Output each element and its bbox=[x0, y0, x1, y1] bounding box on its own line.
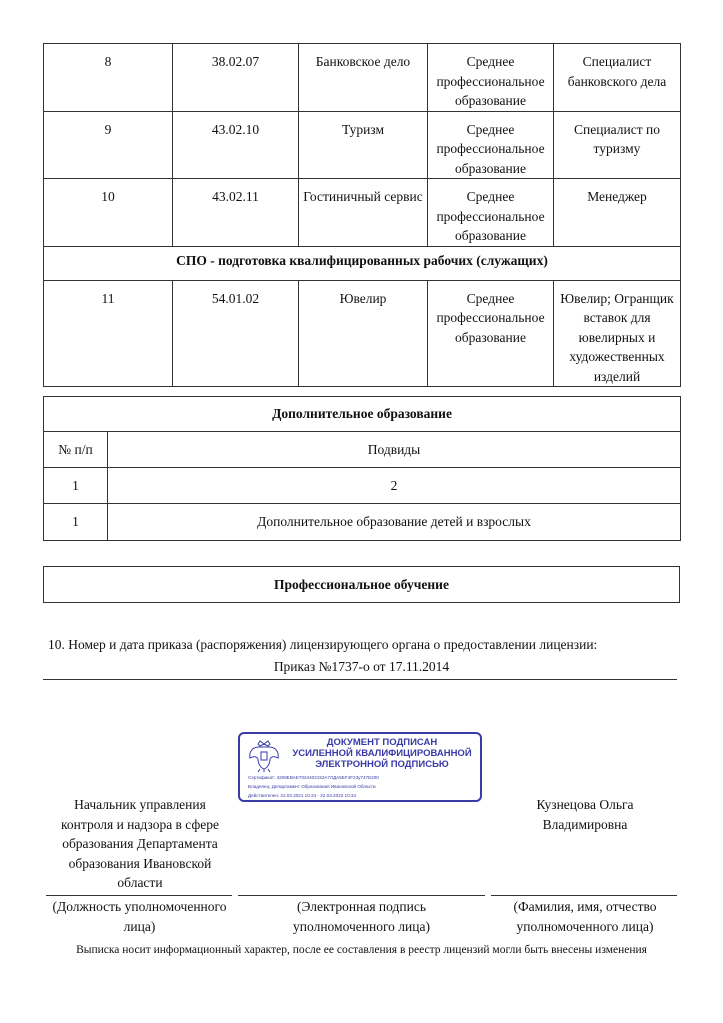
row-number: 10 bbox=[44, 179, 173, 247]
signer-position: Начальник управления контроля и надзора в сфере образования Департамента образования Ивановской области bbox=[61, 797, 219, 890]
subtype: Дополнительное образование детей и взрослых bbox=[108, 504, 681, 541]
table-row bbox=[44, 280, 681, 387]
program-code: 43.02.11 bbox=[173, 179, 299, 247]
program-name: Гостиничный сервис bbox=[299, 179, 428, 247]
caption-position: (Должность уполномоченного лица) bbox=[52, 899, 227, 934]
column-header-number: № п/п bbox=[44, 432, 108, 468]
section-header-row bbox=[44, 246, 681, 280]
coat-of-arms-icon bbox=[246, 738, 282, 774]
table-row bbox=[44, 44, 681, 112]
row-number: 11 bbox=[44, 280, 173, 387]
section-header: СПО - подготовка квалифицированных рабочих (служащих) bbox=[44, 246, 681, 280]
programs-table bbox=[43, 43, 681, 387]
stamp-title-line2: УСИЛЕННОЙ КВАЛИФИЦИРОВАННОЙ bbox=[292, 748, 472, 759]
column-header-subtype: Подвиды bbox=[108, 432, 681, 468]
stamp-certificate: Сертификат: 4208ЕВАЕ7024402153А7ЛДА5ЕF4F23у747Е200 bbox=[248, 775, 379, 780]
row-number: 8 bbox=[44, 44, 173, 112]
electronic-signature-stamp bbox=[238, 732, 482, 802]
table-row bbox=[44, 111, 681, 179]
divider bbox=[43, 679, 677, 680]
order-label: 10. Номер и дата приказа (распоряжения) лицензирующего органа о предоставлении лицензии: bbox=[48, 637, 598, 652]
table-row bbox=[44, 468, 681, 504]
qualification: Менеджер bbox=[554, 179, 681, 247]
stamp-title-line1: ДОКУМЕНТ ПОДПИСАН bbox=[326, 737, 438, 748]
program-code: 38.02.07 bbox=[173, 44, 299, 112]
stamp-validity: Действителен: 22.03.2021 10:24 - 22.03.2022 10:34 bbox=[248, 793, 357, 798]
footer-note: Выписка носит информационный характер, после ее составления в реестр лицензий могли быть внесены изменения bbox=[76, 944, 647, 956]
qualification: Специалист по туризму bbox=[554, 111, 681, 179]
education-level: Среднее профессиональное образование bbox=[428, 44, 554, 112]
table-row bbox=[44, 179, 681, 247]
caption-signature: (Электронная подпись уполномоченного лица) bbox=[293, 899, 430, 934]
table-row bbox=[44, 504, 681, 541]
program-name: Банковское дело bbox=[299, 44, 428, 112]
row-number: 1 bbox=[44, 468, 108, 504]
stamp-owner: Владелец: Департамент Образования Ивановской Области bbox=[248, 784, 376, 789]
order-value: Приказ №1737-о от 17.11.2014 bbox=[273, 659, 450, 674]
table-title: Профессиональное обучение bbox=[44, 567, 680, 603]
row-number: 9 bbox=[44, 111, 173, 179]
qualification: Ювелир; Огранщик вставок для ювелирных и художественных изделий bbox=[554, 280, 681, 387]
caption-name: (Фамилия, имя, отчество уполномоченного лица) bbox=[513, 899, 657, 934]
subtype: 2 bbox=[108, 468, 681, 504]
program-code: 43.02.10 bbox=[173, 111, 299, 179]
row-number: 1 bbox=[44, 504, 108, 541]
program-code: 54.01.02 bbox=[173, 280, 299, 387]
table-header-row bbox=[44, 432, 681, 468]
signature-line-position bbox=[46, 895, 232, 896]
table-title: Дополнительное образование bbox=[44, 397, 681, 432]
education-level: Среднее профессиональное образование bbox=[428, 111, 554, 179]
education-level: Среднее профессиональное образование bbox=[428, 179, 554, 247]
additional-education-table bbox=[43, 396, 681, 541]
signature-line-name bbox=[491, 895, 677, 896]
table-title-row bbox=[44, 567, 680, 603]
signature-line-signature bbox=[238, 895, 485, 896]
program-name: Туризм bbox=[299, 111, 428, 179]
stamp-title-line3: ЭЛЕКТРОННОЙ ПОДПИСЬЮ bbox=[315, 759, 449, 770]
table-title-row bbox=[44, 397, 681, 432]
signer-name: Кузнецова Ольга Владимировна bbox=[536, 797, 634, 832]
professional-training-table bbox=[43, 566, 680, 603]
program-name: Ювелир bbox=[299, 280, 428, 387]
education-level: Среднее профессиональное образование bbox=[428, 280, 554, 387]
qualification: Специалист банковского дела bbox=[554, 44, 681, 112]
